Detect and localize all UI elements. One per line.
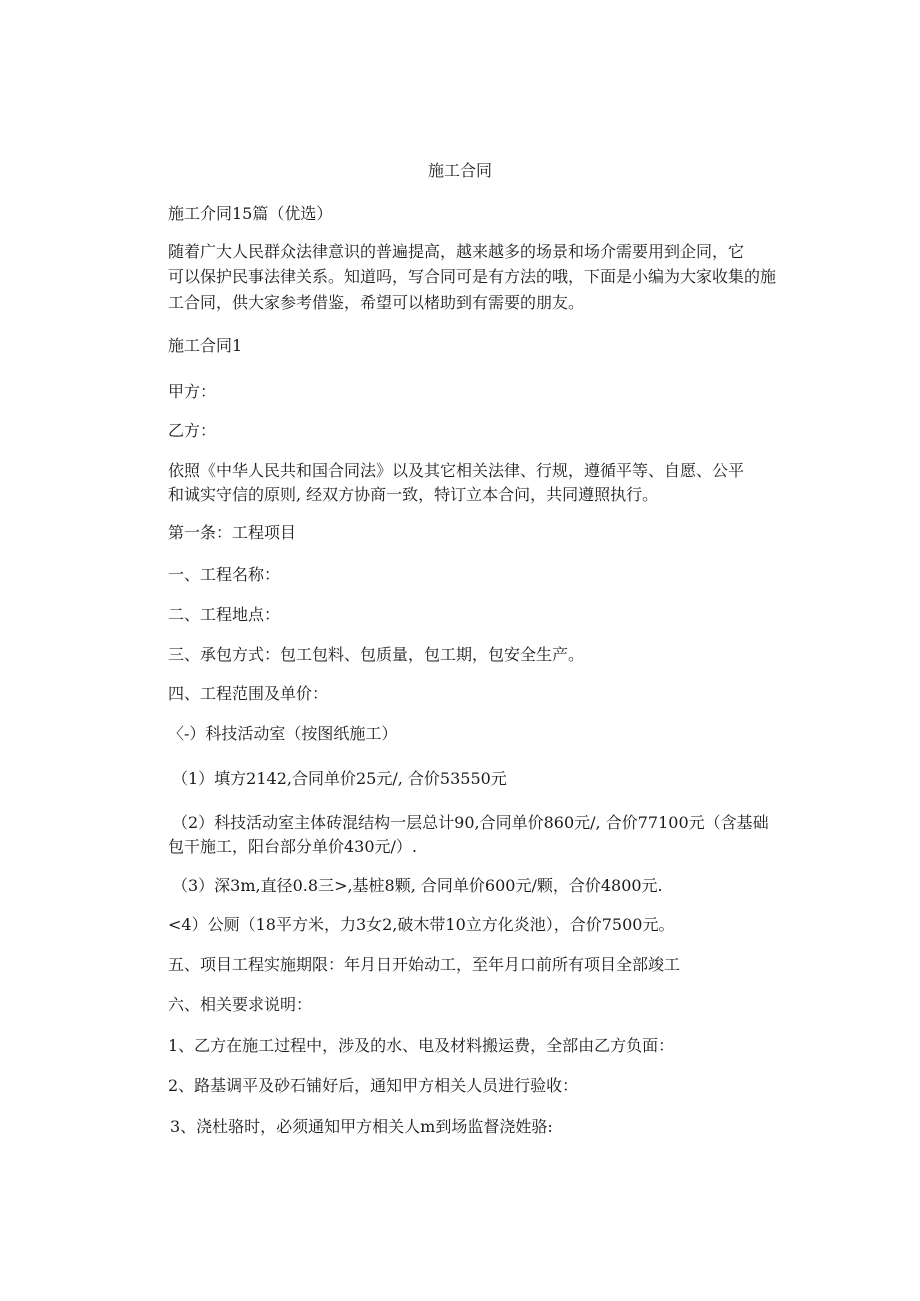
intro-paragraph-line-3: 工合同，供大家参考借鉴，希望可以楮助到有需要的朋友。	[168, 293, 585, 312]
article-1-heading: 第一条：工程项目	[168, 523, 297, 542]
sub-item-1-2-line-2: 包干施工，阳台部分单价430元/）.	[168, 837, 418, 856]
item-6-requirements: 六、相关要求说明：	[168, 995, 313, 1014]
item-2-project-location: 二、工程地点：	[168, 605, 281, 624]
party-a: 甲方：	[168, 382, 217, 401]
requirement-1: 1、乙方在施工过程中，涉及的水、电及材料搬运费，全部由乙方负面：	[168, 1036, 675, 1055]
basis-paragraph-line-1: 依照《中华人民共和国合同法》以及其它相关法律、行规，遵循平等、自愿、公平	[168, 461, 745, 480]
intro-paragraph-line-2: 可以保护民事法律关系。知道吗，写合同可是有方法的哦，下面是小编为大家收集的施	[168, 267, 777, 286]
item-5-project-period: 五、项目工程实施期限：年月日开始动工，至年月口前所有项目全部竣工	[168, 955, 681, 974]
item-4-scope-and-price: 四、工程范围及单价：	[168, 684, 329, 703]
party-b: 乙方：	[168, 421, 217, 440]
sub-item-1-3-piles: （3）深3m,直径0.8三>,基桩8颗, 合同单价600元/颗，合价4800元.	[172, 876, 663, 895]
sub-item-1-1-fill: （1）填方2142,合同单价25元/, 合价53550元	[172, 769, 507, 788]
sub-item-1-activity-room: 〈-）科技活动室（按图纸施工）	[168, 724, 398, 743]
item-1-project-name: 一、工程名称：	[168, 565, 281, 584]
requirement-3: 3、浇杜骆时，必须通知甲方相关人m到场监督浇姓骆:	[170, 1117, 553, 1136]
document-title: 施工合同	[427, 161, 492, 180]
document-subtitle: 施工介同15篇（优选）	[168, 204, 333, 223]
intro-paragraph-line-1: 随着广大人民群众法律意识的普遍提高，越来越多的场景和场介需要用到企同，它	[168, 242, 745, 261]
sub-item-1-4-toilet: <4）公厕（18平方米，力3女2,破木带10立方化炎池），合价7500元。	[168, 915, 675, 934]
requirement-2: 2、路基调平及砂石铺好后，通知甲方相关人员进行验收：	[168, 1076, 579, 1095]
contract-heading: 施工合同1	[168, 336, 243, 355]
basis-paragraph-line-2: 和诚实守信的原则, 经双方协商一致，特订立本合问，共同遵照执行。	[168, 485, 659, 504]
item-3-contract-method: 三、承包方式：包工包料、包质量，包工期，包安全生产。	[168, 645, 585, 664]
sub-item-1-2-line-1: （2）科技活动室主体砖混结构一层总计90,合同单价860元/, 合价77100元（含基础	[172, 813, 769, 832]
